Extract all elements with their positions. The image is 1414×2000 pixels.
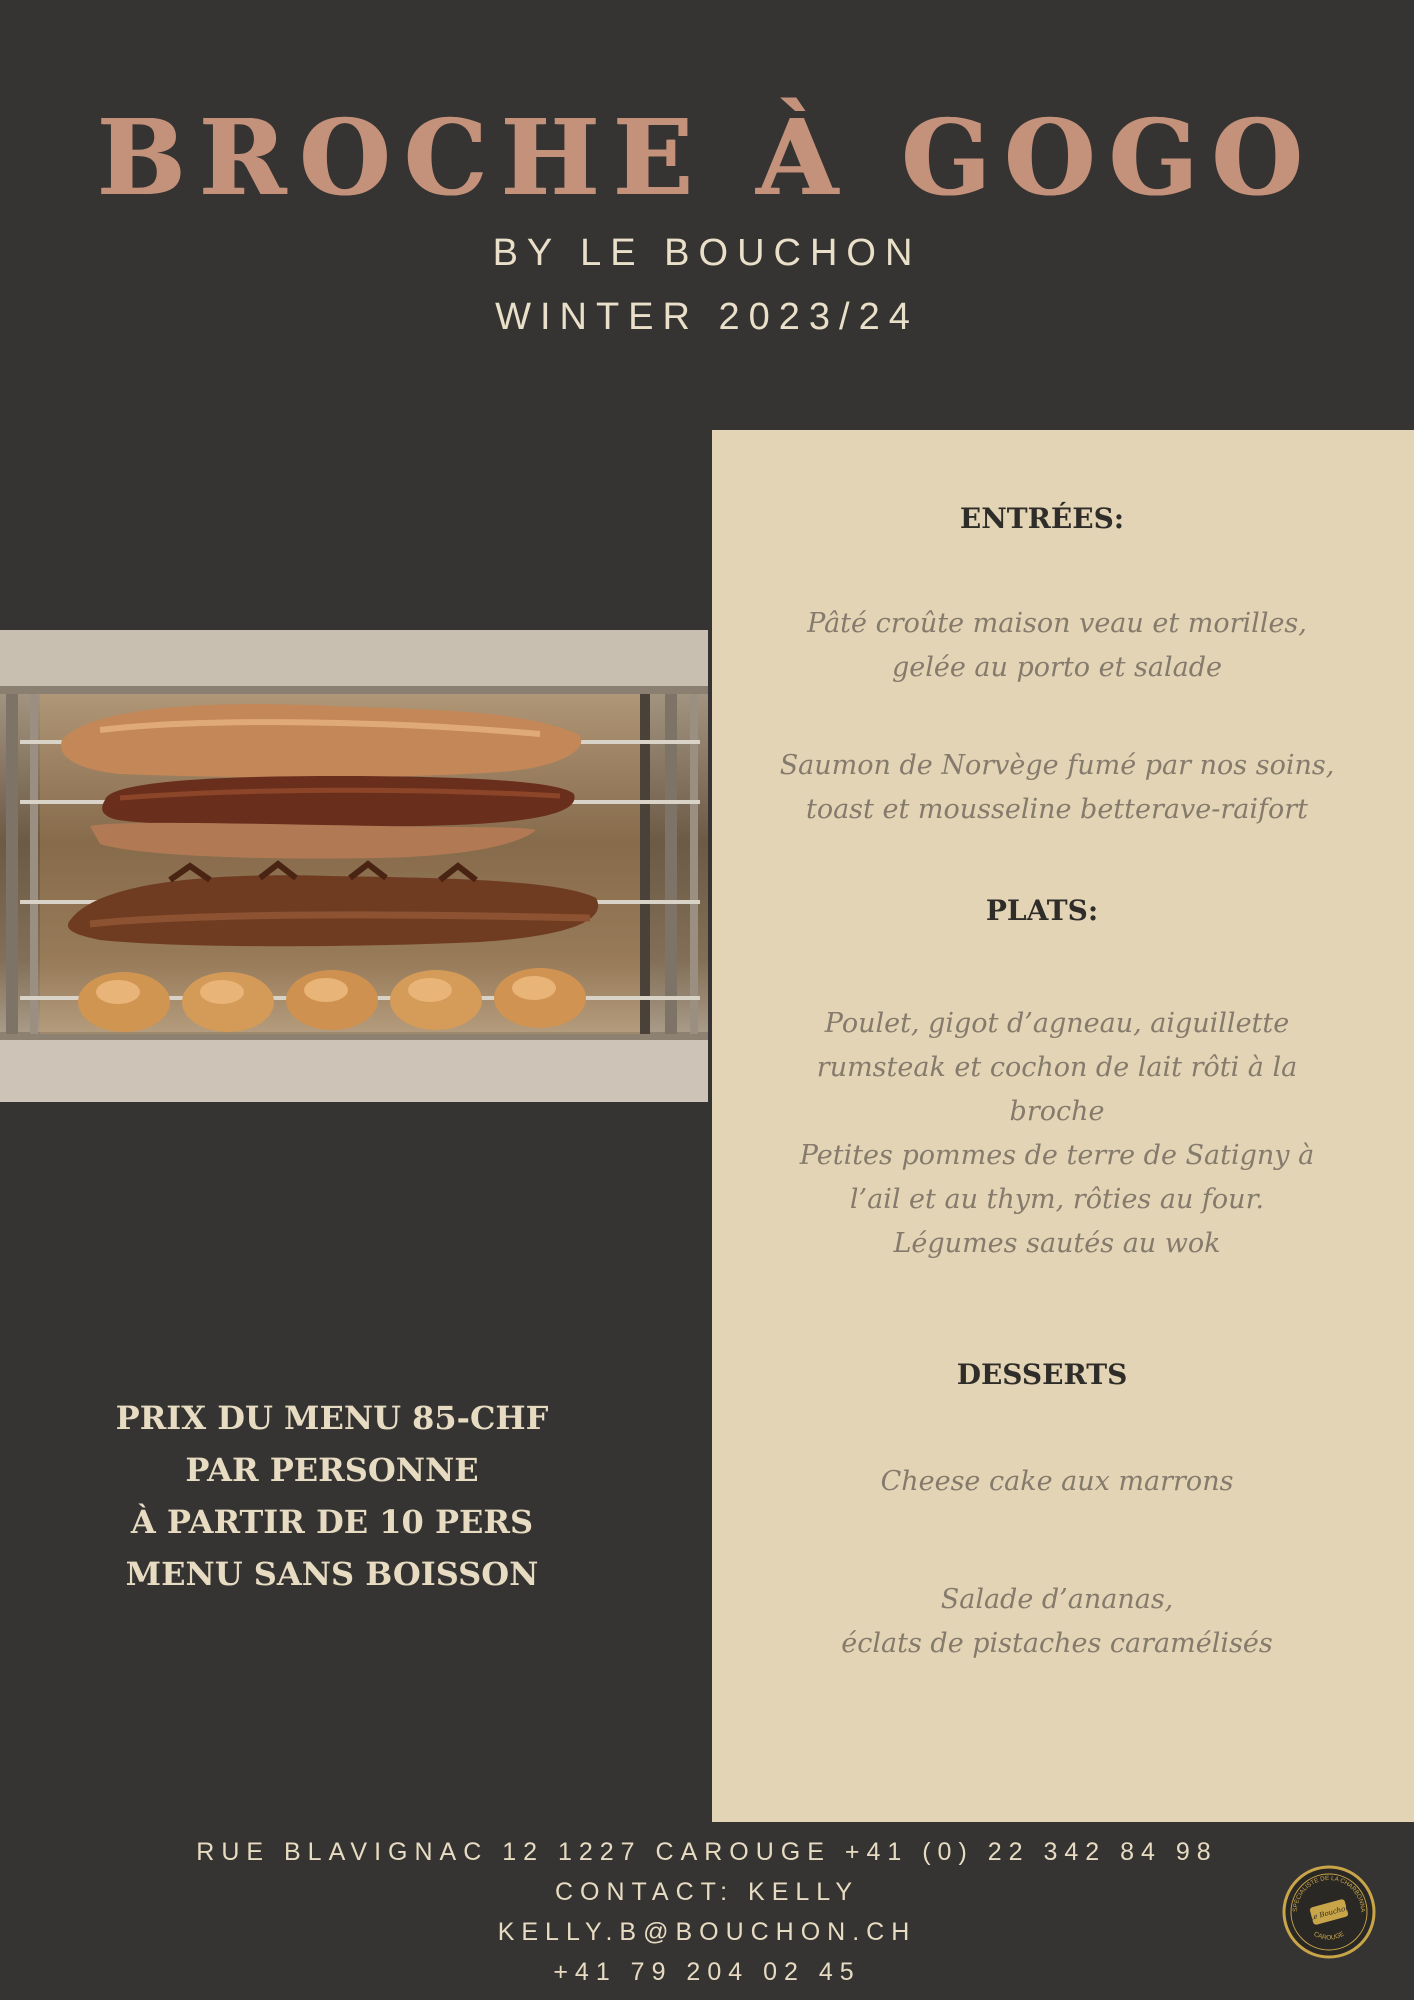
entrees-heading: ENTRÉES: <box>959 502 1125 535</box>
price-info: PRIX DU MENU 85-CHF PAR PERSONNE À PARTIR DE 10 PERS MENU SANS BOISSON <box>115 1399 549 1593</box>
menu-byline: BY LE BOUCHON <box>492 232 922 274</box>
plats-heading: PLATS: <box>985 894 1099 927</box>
bouchon-seal-logo <box>1282 1865 1376 1959</box>
footer-address: RUE BLAVIGNAC 12 1227 CAROUGE +41 (0) 22 342 84 98 <box>196 1838 1218 1866</box>
footer-phone: +41 79 204 02 45 <box>553 1958 861 1986</box>
footer-contact: CONTACT: KELLY <box>554 1878 860 1906</box>
dessert-item: Salade d’ananas, éclats de pistaches caramélisés <box>841 1584 1273 1659</box>
footer-email: KELLY.B@BOUCHON.CH <box>497 1918 917 1946</box>
dessert-item: Cheese cake aux marrons <box>880 1466 1234 1497</box>
desserts-heading: DESSERTS <box>956 1358 1128 1391</box>
entree-item: Saumon de Norvège fumé par nos soins, toast et mousseline betterave-raifort <box>779 750 1335 825</box>
svg-text:LA SPÉCIALISTE DE LA CHARBONNA: SPÉCIALISTE DE LA CHARBONNA <box>1291 1874 1367 1913</box>
svg-text:Le Bouchon: Le Bouchon <box>1307 1903 1351 1923</box>
plats-description: Poulet, gigot d’agneau, aiguillette rumsteak et cochon de lait rôti à la broche Petites pommes de terre de Satigny à l’ail et au thym, rôties au four. Légumes sautés au wok <box>799 1008 1315 1259</box>
menu-title: BROCHE À GOGO <box>97 96 1317 219</box>
menu-panel <box>712 430 1414 1822</box>
rotisserie-photo <box>0 630 708 1102</box>
svg-text:CAROUGE: CAROUGE <box>1312 1930 1346 1942</box>
entree-item: Pâté croûte maison veau et morilles, gelée au porto et salade <box>807 608 1307 683</box>
menu-season: WINTER 2023/24 <box>495 296 919 338</box>
